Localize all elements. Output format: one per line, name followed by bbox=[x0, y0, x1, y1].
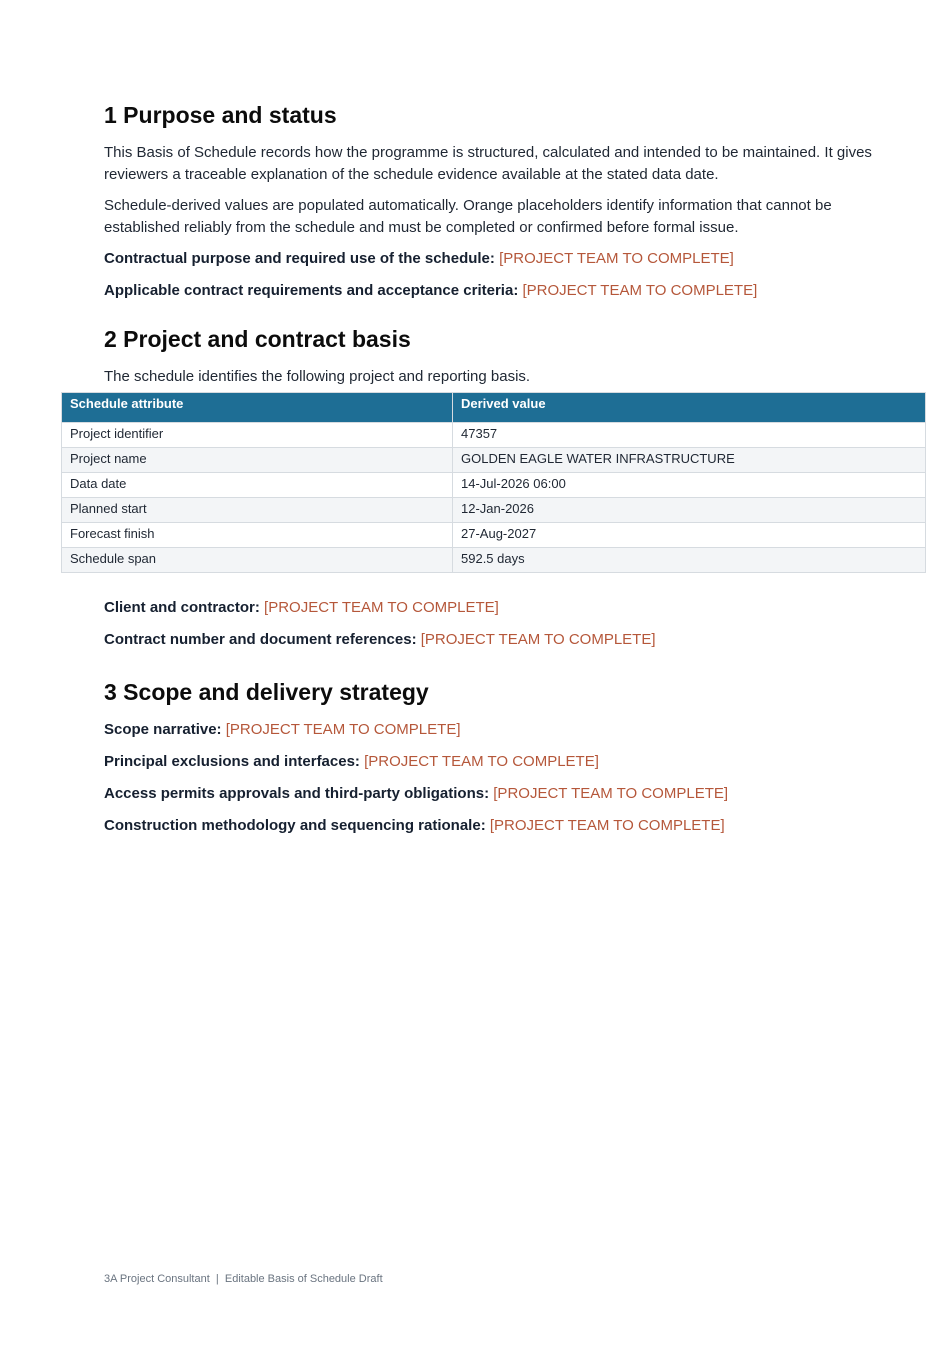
table-row bbox=[62, 473, 926, 498]
table-cell-attribute: Forecast finish bbox=[62, 523, 453, 548]
table-header-row bbox=[62, 393, 926, 423]
table-cell-attribute: Schedule span bbox=[62, 548, 453, 573]
table-cell-value: GOLDEN EAGLE WATER INFRASTRUCTURE bbox=[453, 448, 926, 473]
field-label: Scope narrative: bbox=[104, 721, 222, 738]
placeholder-value[interactable]: [PROJECT TEAM TO COMPLETE] bbox=[499, 250, 734, 267]
page-footer: 3A Project Consultant | Editable Basis of Schedule Draft bbox=[104, 1273, 383, 1285]
table-cell-attribute: Planned start bbox=[62, 498, 453, 523]
placeholder-value[interactable]: [PROJECT TEAM TO COMPLETE] bbox=[225, 721, 461, 738]
field-label: Client and contractor: bbox=[104, 599, 260, 616]
table-row bbox=[62, 548, 926, 573]
field-label: Contract number and document references: bbox=[104, 631, 417, 648]
placeholder-value[interactable]: [PROJECT TEAM TO COMPLETE] bbox=[493, 785, 729, 802]
placeholder-value[interactable]: [PROJECT TEAM TO COMPLETE] bbox=[264, 599, 499, 616]
field-label: Access permits approvals and third-party obligations: bbox=[104, 785, 490, 802]
table-cell-value: 27-Aug-2027 bbox=[453, 523, 926, 548]
document-body bbox=[70, 100, 894, 847]
schedule-attribute-table bbox=[61, 392, 926, 573]
section-heading-scope: 3 Scope and delivery strategy bbox=[104, 679, 429, 705]
placeholder-value[interactable]: [PROJECT TEAM TO COMPLETE] bbox=[364, 753, 599, 770]
field-label: Contractual purpose and required use of the schedule: bbox=[104, 250, 495, 267]
contract-number-field bbox=[104, 629, 894, 651]
table-row bbox=[62, 498, 926, 523]
construction-methodology-field bbox=[104, 815, 894, 837]
table-cell-value: 47357 bbox=[453, 423, 926, 448]
client-contractor-field bbox=[104, 597, 894, 619]
table-cell-value: 12-Jan-2026 bbox=[453, 498, 926, 523]
table-cell-attribute: Project name bbox=[62, 448, 453, 473]
table-cell-value: 14-Jul-2026 06:00 bbox=[453, 473, 926, 498]
column-header-value: Derived value bbox=[453, 393, 926, 423]
table-cell-value: 592.5 days bbox=[453, 548, 926, 573]
table-cell-attribute: Data date bbox=[62, 473, 453, 498]
section-heading-purpose: 1 Purpose and status bbox=[104, 102, 337, 128]
placeholder-value[interactable]: [PROJECT TEAM TO COMPLETE] bbox=[522, 282, 758, 299]
contract-requirements-field bbox=[104, 280, 894, 302]
placeholder-value[interactable]: [PROJECT TEAM TO COMPLETE] bbox=[420, 631, 656, 648]
project-basis-intro: The schedule identifies the following project and reporting basis. bbox=[104, 368, 531, 385]
exclusions-interfaces-field bbox=[104, 751, 894, 773]
field-label: Principal exclusions and interfaces: bbox=[104, 753, 360, 770]
section-heading-project-basis: 2 Project and contract basis bbox=[104, 326, 411, 352]
table-row bbox=[62, 423, 926, 448]
contractual-purpose-field bbox=[104, 248, 894, 270]
scope-narrative-field bbox=[104, 719, 894, 741]
field-label: Applicable contract requirements and acceptance criteria: bbox=[104, 282, 519, 299]
column-header-attribute: Schedule attribute bbox=[62, 393, 453, 423]
field-label: Construction methodology and sequencing rationale: bbox=[104, 817, 486, 834]
placeholder-value[interactable]: [PROJECT TEAM TO COMPLETE] bbox=[489, 817, 725, 834]
access-permits-field bbox=[104, 783, 894, 805]
table-row bbox=[62, 523, 926, 548]
table-cell-attribute: Project identifier bbox=[62, 423, 453, 448]
placeholder-note-paragraph: Schedule-derived values are populated automatically. Orange placeholders identify information that cannot be established reliably from the schedule and must be completed or confirmed before formal issue. bbox=[104, 197, 832, 236]
purpose-paragraph: This Basis of Schedule records how the programme is structured, calculated and intended to be maintained. It gives reviewers a traceable explanation of the schedule evidence available at the stated data date. bbox=[104, 144, 872, 183]
table-row bbox=[62, 448, 926, 473]
